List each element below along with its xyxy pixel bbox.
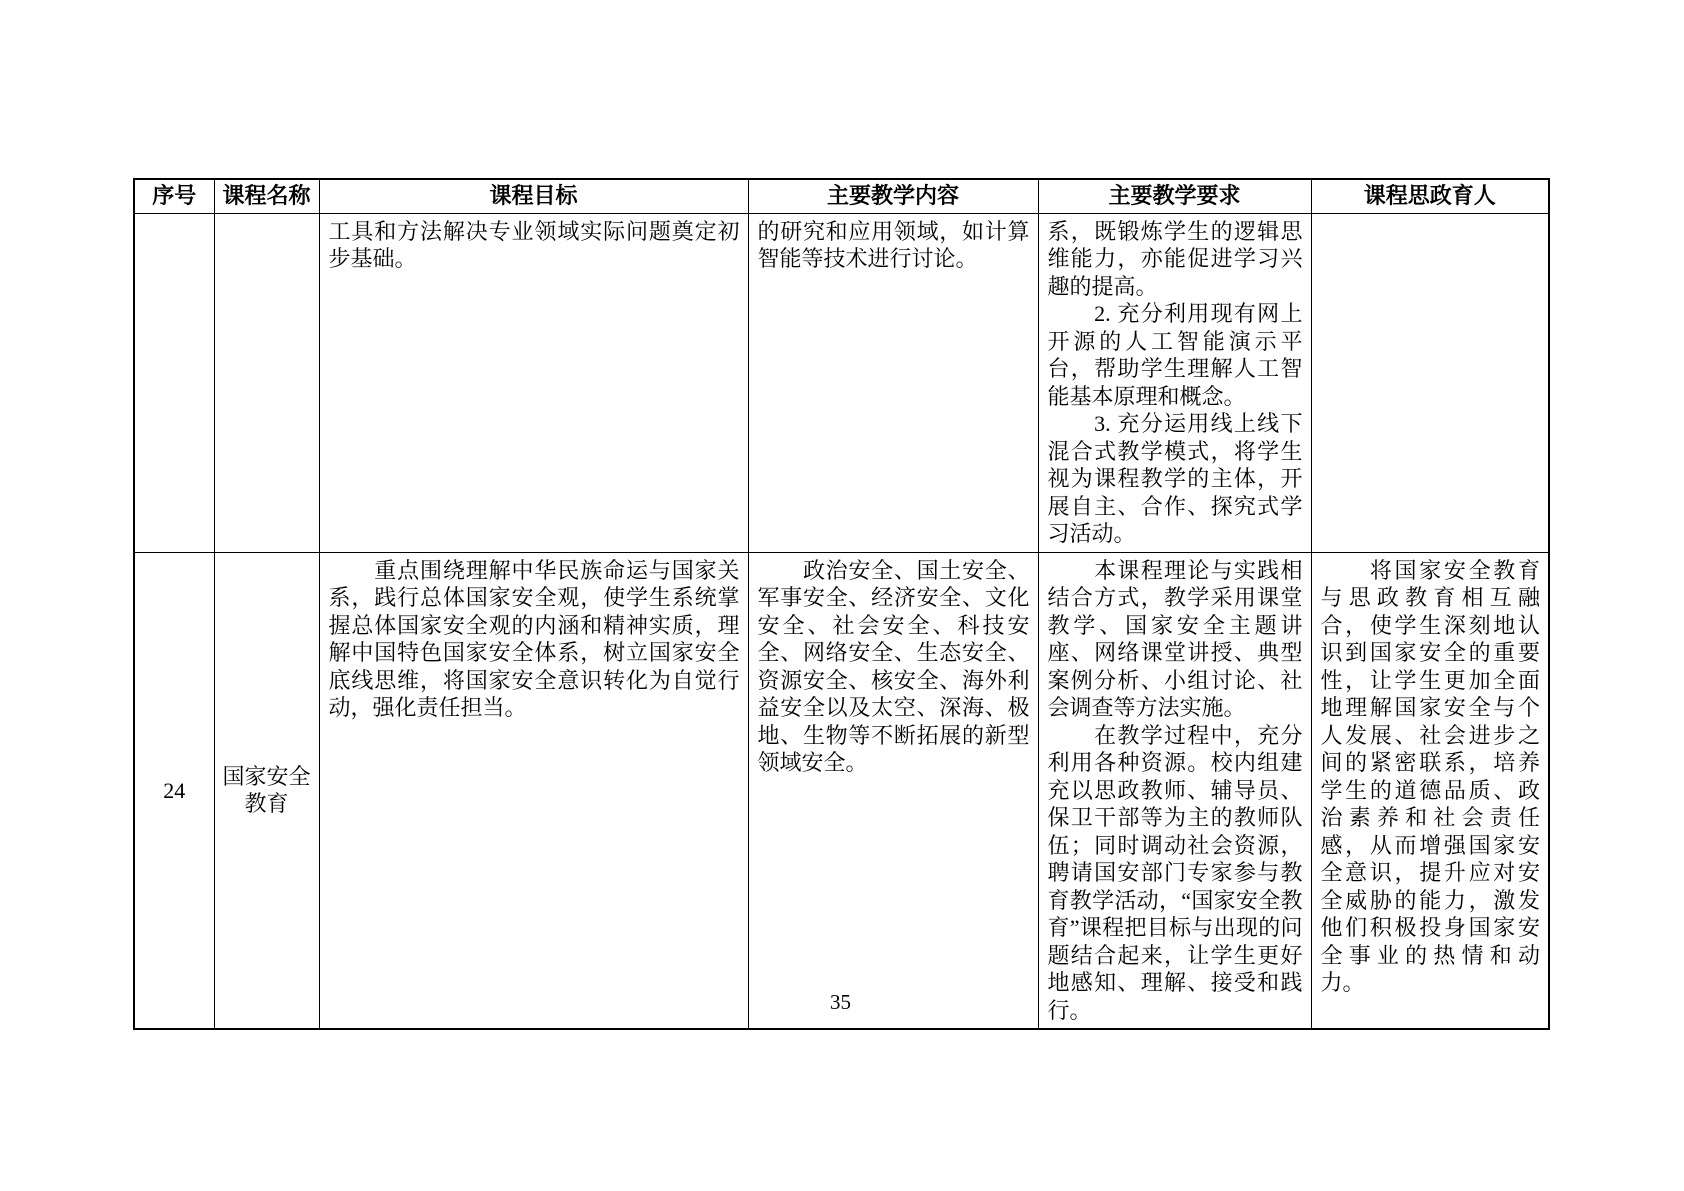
course-table (133, 178, 1550, 1030)
paragraph: 2. 充分利用现有网上开源的人工智能演示平台，帮助学生理解人工智能基本原理和概念。 (1047, 301, 1303, 409)
paragraph: 的研究和应用领域，如计算智能等技术进行讨论。 (757, 218, 1030, 271)
cell-serial-number: 24 (134, 552, 214, 1029)
table-row-continuation (134, 213, 1549, 552)
table-header-row (134, 179, 1549, 213)
paragraph: 政治安全、国土安全、军事安全、经济安全、文化安全、社会安全、科技安全、网络安全、生态安全、资源安全、核安全、海外利益安全以及太空、深海、极地、生物等不断拓展的新型领域安全。 (757, 557, 1030, 775)
table-row-24 (134, 552, 1549, 1029)
cell-teaching-content (748, 552, 1038, 1029)
header-course-objectives: 课程目标 (319, 179, 748, 213)
cell-course-name (214, 213, 319, 552)
cell-course-objectives (319, 552, 748, 1029)
cell-ideology-education (1311, 552, 1549, 1029)
paragraph: 工具和方法解决专业领域实际问题奠定初步基础。 (328, 218, 740, 271)
paragraph: 重点围绕理解中华民族命运与国家关系，践行总体国家安全观，使学生系统掌握总体国家安全观的内涵和精神实质，理解中国特色国家安全体系，树立国家安全底线思维，将国家安全意识转化为自觉行动，强化责任担当。 (328, 557, 740, 720)
paragraph: 系，既锻炼学生的逻辑思维能力，亦能促进学习兴趣的提高。 (1047, 218, 1303, 299)
cell-teaching-requirements (1038, 213, 1311, 552)
page-number: 35 (830, 990, 851, 1014)
paragraph: 本课程理论与实践相结合方式，教学采用课堂教学、国家安全主题讲座、网络课堂讲授、典型案例分析、小组讨论、社会调查等方法实施。 (1047, 557, 1303, 720)
cell-teaching-content (748, 213, 1038, 552)
cell-serial-number (134, 213, 214, 552)
paragraph: 3. 充分运用线上线下混合式教学模式，将学生视为课程教学的主体，开展自主、合作、探究式学习活动。 (1047, 411, 1303, 546)
cell-ideology-education (1311, 213, 1549, 552)
header-course-ideology-education: 课程思政育人 (1311, 179, 1549, 213)
cell-course-name: 国家安全教育 (214, 552, 319, 1029)
cell-teaching-requirements (1038, 552, 1311, 1029)
paragraph: 将国家安全教育与思政教育相互融合，使学生深刻地认识到国家安全的重要性，让学生更加全面地理解国家安全与个人发展、社会进步之间的紧密联系，培养学生的道德品质、政治素养和社会责任感，从而增强国家安全意识，提升应对安全威胁的能力，激发他们积极投身国家安全事业的热情和动力。 (1320, 557, 1540, 995)
header-main-teaching-requirements: 主要教学要求 (1038, 179, 1311, 213)
header-main-teaching-content: 主要教学内容 (748, 179, 1038, 213)
header-course-name: 课程名称 (214, 179, 319, 213)
cell-course-objectives (319, 213, 748, 552)
header-serial-number: 序号 (134, 179, 214, 213)
paragraph: 在教学过程中，充分利用各种资源。校内组建充以思政教师、辅导员、保卫干部等为主的教师队伍；同时调动社会资源，聘请国安部门专家参与教育教学活动，“国家安全教育”课程把目标与出现的问题结合起来，让学生更好地感知、理解、接受和践行。 (1047, 722, 1303, 1023)
